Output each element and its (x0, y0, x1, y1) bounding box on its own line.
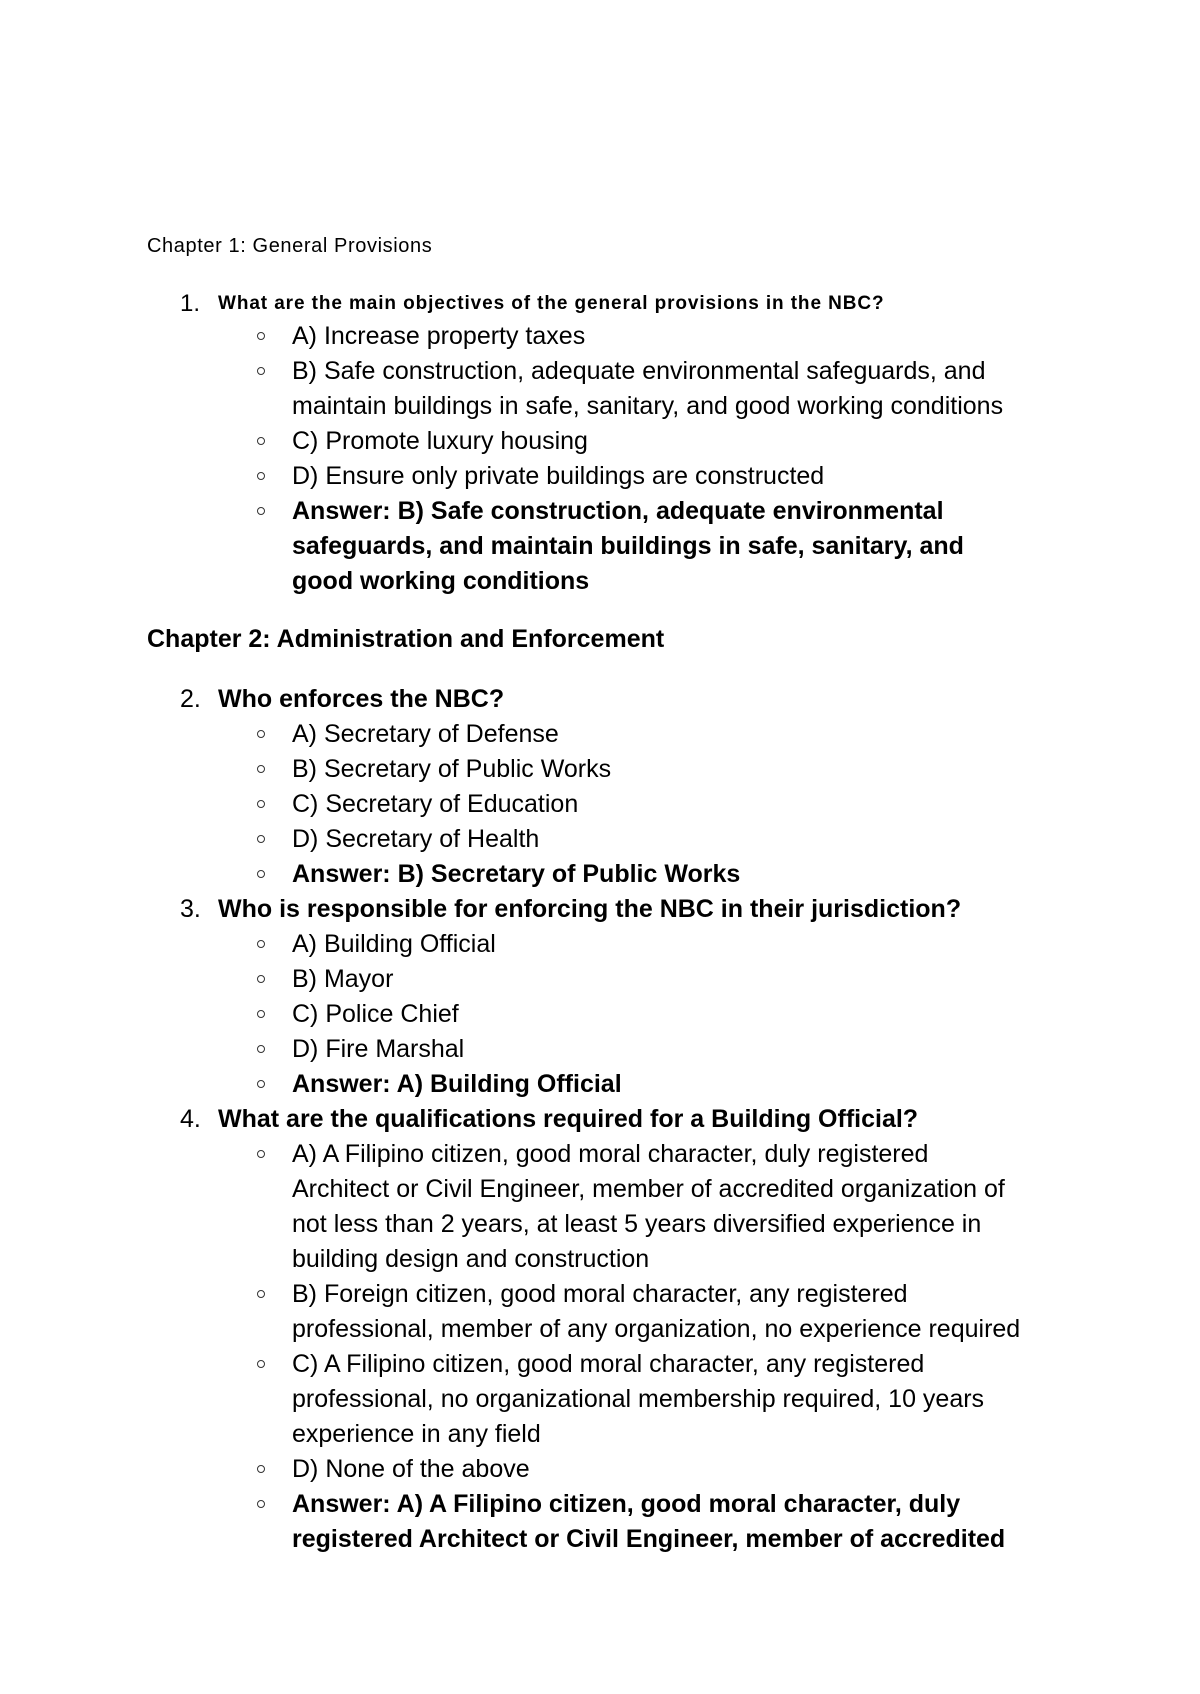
option-c (0, 787, 1200, 822)
chapter-1-heading: Chapter 1: General Provisions (147, 235, 433, 257)
answer-line: good working conditions (292, 567, 590, 595)
option-line: D) Ensure only private buildings are constructed (292, 462, 825, 490)
option-c (0, 1347, 1200, 1452)
question-text: Who enforces the NBC? (218, 685, 505, 713)
hollow-circle-bullet-icon (257, 472, 265, 480)
option-line: B) Foreign citizen, good moral character, any registered (292, 1280, 908, 1308)
option-d (0, 1032, 1200, 1067)
option-line: building design and construction (292, 1245, 650, 1273)
answer-line: registered Architect or Civil Engineer, member of accredited (292, 1525, 1006, 1553)
answer (0, 1067, 1200, 1102)
hollow-circle-bullet-icon (257, 730, 265, 738)
option-line: C) Secretary of Education (292, 790, 579, 818)
option-line: A) Increase property taxes (292, 322, 586, 350)
option-line: B) Secretary of Public Works (292, 755, 612, 783)
hollow-circle-bullet-icon (257, 437, 265, 445)
option-line: Architect or Civil Engineer, member of accredited organization of (292, 1175, 1005, 1203)
option-line: D) Secretary of Health (292, 825, 540, 853)
hollow-circle-bullet-icon (257, 1360, 265, 1368)
question-1-options (0, 319, 1200, 599)
option-a (0, 319, 1200, 354)
option-line: A) Building Official (292, 930, 496, 958)
hollow-circle-bullet-icon (257, 975, 265, 983)
option-line: C) A Filipino citizen, good moral character, any registered (292, 1350, 925, 1378)
hollow-circle-bullet-icon (257, 870, 265, 878)
hollow-circle-bullet-icon (257, 367, 265, 375)
option-b (0, 962, 1200, 997)
option-line: A) Secretary of Defense (292, 720, 559, 748)
answer-line: safeguards, and maintain buildings in safe, sanitary, and (292, 532, 964, 560)
chapter-2-heading: Chapter 2: Administration and Enforcement (147, 625, 665, 653)
option-line: C) Promote luxury housing (292, 427, 588, 455)
option-line: D) Fire Marshal (292, 1035, 465, 1063)
answer (0, 494, 1200, 599)
answer-line: Answer: A) Building Official (292, 1070, 622, 1098)
question-number: 4. (180, 1105, 201, 1133)
option-line: D) None of the above (292, 1455, 530, 1483)
hollow-circle-bullet-icon (257, 507, 265, 515)
hollow-circle-bullet-icon (257, 332, 265, 340)
question-number: 3. (180, 895, 201, 923)
hollow-circle-bullet-icon (257, 765, 265, 773)
question-number: 1. (180, 290, 201, 317)
answer (0, 1487, 1200, 1557)
hollow-circle-bullet-icon (257, 1150, 265, 1158)
hollow-circle-bullet-icon (257, 1465, 265, 1473)
hollow-circle-bullet-icon (257, 1045, 265, 1053)
hollow-circle-bullet-icon (257, 1010, 265, 1018)
option-d (0, 1452, 1200, 1487)
answer-line: Answer: A) A Filipino citizen, good moral character, duly (292, 1490, 961, 1518)
option-a (0, 717, 1200, 752)
option-b (0, 752, 1200, 787)
hollow-circle-bullet-icon (257, 835, 265, 843)
question-4-options (0, 1137, 1200, 1557)
option-line: professional, member of any organization, no experience required (292, 1315, 1021, 1343)
option-line: B) Safe construction, adequate environmental safeguards, and (292, 357, 986, 385)
hollow-circle-bullet-icon (257, 1500, 265, 1508)
answer-line: Answer: B) Safe construction, adequate environmental (292, 497, 944, 525)
option-line: professional, no organizational membership required, 10 years (292, 1385, 985, 1413)
hollow-circle-bullet-icon (257, 940, 265, 948)
hollow-circle-bullet-icon (257, 800, 265, 808)
option-line: C) Police Chief (292, 1000, 459, 1028)
question-text: What are the qualifications required for a Building Official? (218, 1105, 919, 1133)
option-d (0, 822, 1200, 857)
option-line: experience in any field (292, 1420, 541, 1448)
option-b (0, 1277, 1200, 1347)
question-text: What are the main objectives of the general provisions in the NBC? (218, 293, 885, 314)
question-text: Who is responsible for enforcing the NBC in their jurisdiction? (218, 895, 962, 923)
option-line: B) Mayor (292, 965, 394, 993)
option-c (0, 424, 1200, 459)
option-d (0, 459, 1200, 494)
answer-line: Answer: B) Secretary of Public Works (292, 860, 741, 888)
question-2-options (0, 717, 1200, 892)
hollow-circle-bullet-icon (257, 1080, 265, 1088)
option-line: A) A Filipino citizen, good moral character, duly registered (292, 1140, 929, 1168)
hollow-circle-bullet-icon (257, 1290, 265, 1298)
option-a (0, 927, 1200, 962)
question-3-options (0, 927, 1200, 1102)
option-a (0, 1137, 1200, 1277)
answer (0, 857, 1200, 892)
option-line: not less than 2 years, at least 5 years diversified experience in (292, 1210, 982, 1238)
option-c (0, 997, 1200, 1032)
option-b (0, 354, 1200, 424)
question-number: 2. (180, 685, 201, 713)
option-line: maintain buildings in safe, sanitary, and good working conditions (292, 392, 1004, 420)
